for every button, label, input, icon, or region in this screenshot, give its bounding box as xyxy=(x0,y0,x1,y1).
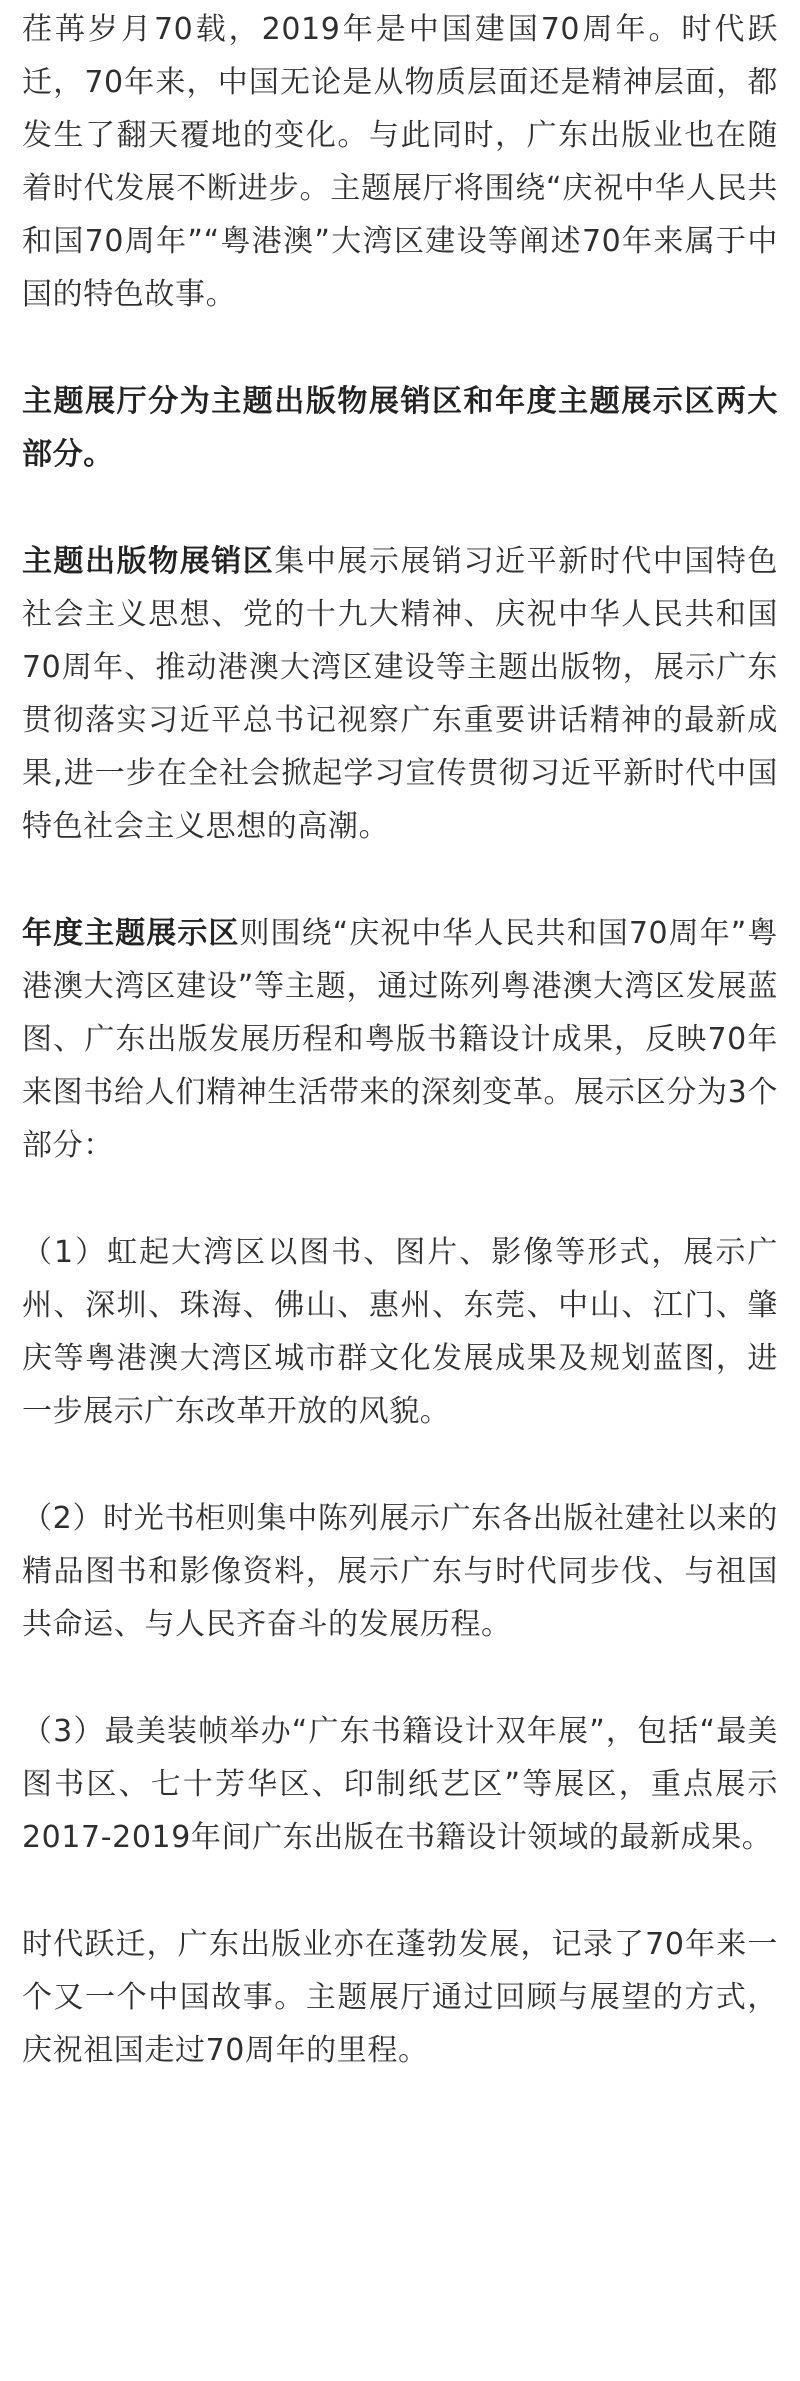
part-1-paragraph: （1）虹起大湾区以图书、图片、影像等形式，展示广州、深圳、珠海、佛山、惠州、东莞、中山、江门、肇庆等粤港澳大湾区城市群文化发展成果及规划蓝图，进一步展示广东改革开放的风貌。 xyxy=(22,1235,778,1429)
sales-zone-lead: 主题出版物展销区 xyxy=(22,544,275,579)
paragraph-gap xyxy=(22,1864,778,1918)
exhibit-zone-lead: 年度主题展示区 xyxy=(22,916,240,951)
part-2-paragraph: （2）时光书柜则集中陈列展示广东各出版社建社以来的精品图书和影像资料，展示广东与时代同步伐、与祖国共命运、与人民齐奋斗的发展历程。 xyxy=(22,1501,778,1642)
section-overview-heading: 主题展厅分为主题出版物展销区和年度主题展示区两大部分。 xyxy=(22,384,778,472)
part-3-paragraph: （3）最美装帧举办“广东书籍设计双年展”，包括“最美图书区、七十芳华区、印制纸艺区”等展区，重点展示2017-2019年间广东出版在书籍设计领域的最新成果。 xyxy=(22,1714,778,1855)
paragraph-gap xyxy=(22,1438,778,1492)
paragraph-gap xyxy=(22,321,778,375)
paragraph-gap xyxy=(22,1172,778,1226)
paragraph-gap xyxy=(22,1651,778,1705)
intro-paragraph: 荏苒岁月70载，2019年是中国建国70周年。时代跃迁，70年来，中国无论是从物质层面还是精神层面，都发生了翻天覆地的变化。与此同时，广东出版业也在随着时代发展不断进步。主题展厅将围绕“庆祝中华人民共和国70周年”“粤港澳”大湾区建设等阐述70年来属于中国的特色故事。 xyxy=(22,12,778,312)
sales-zone-paragraph xyxy=(22,535,778,853)
paragraph-gap xyxy=(22,853,778,907)
sales-zone-text: 集中展示展销习近平新时代中国特色社会主义思想、党的十九大精神、庆祝中华人民共和国70周年、推动港澳大湾区建设等主题出版物，展示广东贯彻落实习近平总书记视察广东重要讲话精神的最新成果,进一步在全社会掀起学习宣传贯彻习近平新时代中国特色社会主义思想的高潮。 xyxy=(22,544,778,844)
exhibit-zone-paragraph xyxy=(22,907,778,1172)
exhibit-zone-text: 则围绕“庆祝中华人民共和国70周年”粤港澳大湾区建设”等主题，通过陈列粤港澳大湾区发展蓝图、广东出版发展历程和粤版书籍设计成果，反映70年来图书给人们精神生活带来的深刻变革。展示区分为3个部分： xyxy=(22,916,778,1163)
paragraph-gap xyxy=(22,481,778,535)
closing-paragraph: 时代跃迁，广东出版业亦在蓬勃发展，记录了70年来一个又一个中国故事。主题展厅通过回顾与展望的方式，庆祝祖国走过70周年的里程。 xyxy=(22,1927,778,2068)
